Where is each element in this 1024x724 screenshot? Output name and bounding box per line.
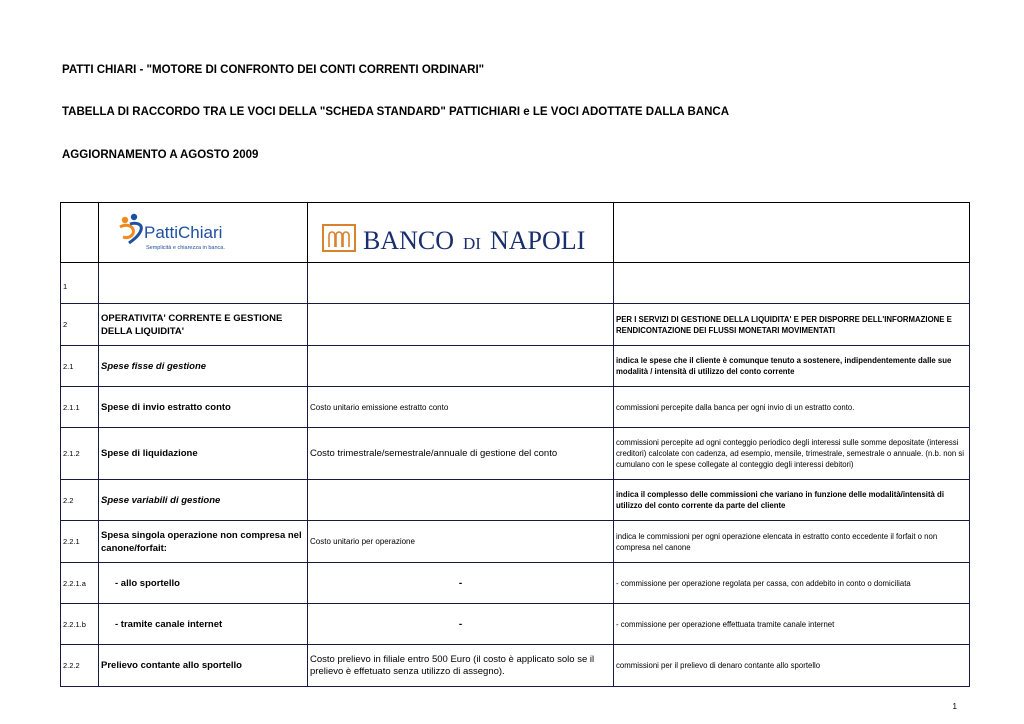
row-desc — [614, 263, 970, 304]
row-banca — [308, 304, 614, 346]
table-row — [61, 645, 970, 687]
banco-wordmark-2: DI — [463, 234, 481, 253]
table-row — [61, 480, 970, 521]
table-row — [61, 604, 970, 645]
row-voce: Prelievo contante allo sportello — [99, 645, 308, 687]
table-row — [61, 563, 970, 604]
row-banca — [308, 263, 614, 304]
pattichiari-logo-mark — [117, 213, 257, 257]
mapping-table — [60, 202, 970, 687]
logo-cell-empty — [61, 203, 99, 263]
row-code: 2.1.1 — [61, 387, 99, 428]
row-code: 2.1.2 — [61, 428, 99, 480]
table-row — [61, 521, 970, 563]
row-voce: OPERATIVITA' CORRENTE E GESTIONE DELLA LIQUIDITA' — [99, 304, 308, 346]
row-banca: Costo prelievo in filiale entro 500 Euro (il costo è applicato solo se il prelievo è effetuato senza utilizzo di assegno). — [308, 645, 614, 687]
row-desc: PER I SERVIZI DI GESTIONE DELLA LIQUIDITA' E PER DISPORRE DELL'INFORMAZIONE E RENDICONTAZIONE DEI FLUSSI MONETARI MOVIMENTATI — [614, 304, 970, 346]
row-banca: Costo unitario per operazione — [308, 521, 614, 563]
row-desc: commissioni per il prelievo di denaro contante allo sportello — [614, 645, 970, 687]
pattichiari-tagline: Semplicità e chiarezza in banca. — [146, 245, 225, 251]
row-desc: commissioni percepite dalla banca per ogni invio di un estratto conto. — [614, 387, 970, 428]
row-voce: - tramite canale internet — [99, 604, 308, 645]
row-code: 2.2 — [61, 480, 99, 521]
banco-di-napoli-logo — [308, 203, 614, 263]
row-voce: Spese fisse di gestione — [99, 346, 308, 387]
row-voce: Spese variabili di gestione — [99, 480, 308, 521]
banco-di-napoli-logo-mark — [318, 213, 608, 257]
banco-wordmark-1: BANCO — [363, 226, 455, 255]
row-banca — [308, 346, 614, 387]
pattichiari-logo — [99, 203, 308, 263]
table-row — [61, 387, 970, 428]
row-voce: - allo sportello — [99, 563, 308, 604]
row-code: 1 — [61, 263, 99, 304]
row-voce: Spesa singola operazione non compresa nel canone/forfait: — [99, 521, 308, 563]
table-row — [61, 346, 970, 387]
row-banca: - — [308, 563, 614, 604]
row-code: 2.2.1.b — [61, 604, 99, 645]
row-voce: Spese di invio estratto conto — [99, 387, 308, 428]
row-code: 2.2.1.a — [61, 563, 99, 604]
row-code: 2 — [61, 304, 99, 346]
page-number: 1 — [952, 702, 957, 711]
document-subtitle: TABELLA DI RACCORDO TRA LE VOCI DELLA "SCHEDA STANDARD" PATTICHIARI e LE VOCI ADOTTATE DALLA BANCA — [62, 106, 730, 118]
row-banca — [308, 480, 614, 521]
table-row — [61, 428, 970, 480]
row-desc: indica le spese che il cliente è comunque tenuto a sostenere, indipendentemente dalle sue modalità / intensità di utilizzo del conto corrente — [614, 346, 970, 387]
pattichiari-wordmark: PattiChiari — [144, 223, 223, 242]
row-banca: Costo unitario emissione estratto conto — [308, 387, 614, 428]
table-row — [61, 263, 970, 304]
row-banca: - — [308, 604, 614, 645]
row-desc: - commissione per operazione regolata per cassa, con addebito in conto o domiciliata — [614, 563, 970, 604]
banco-wordmark-3: NAPOLI — [490, 226, 586, 255]
table-row — [61, 304, 970, 346]
row-voce — [99, 263, 308, 304]
row-code: 2.2.2 — [61, 645, 99, 687]
update-date: AGGIORNAMENTO A AGOSTO 2009 — [62, 149, 259, 161]
row-voce: Spese di liquidazione — [99, 428, 308, 480]
logo-cell-empty-right — [614, 203, 970, 263]
row-desc: - commissione per operazione effettuata tramite canale internet — [614, 604, 970, 645]
row-desc: indica le commissioni per ogni operazione elencata in estratto conto eccedente il forfait o non compresa nel canone — [614, 521, 970, 563]
document-title: PATTI CHIARI - "MOTORE DI CONFRONTO DEI CONTI CORRENTI ORDINARI" — [62, 64, 485, 76]
row-desc: indica il complesso delle commissioni che variano in funzione delle modalità/intensità di utilizzo del conto corrente da parte del cliente — [614, 480, 970, 521]
row-code: 2.2.1 — [61, 521, 99, 563]
row-desc: commissioni percepite ad ogni conteggio periodico degli interessi sulle somme depositate (interessi creditori) calcolate con cadenza, ad esempio, mensile, trimestrale, semestrale o annuale. (n.b. non si cumulano con le spese collegate al conteggio degli interessi debitori) — [614, 428, 970, 480]
row-code: 2.1 — [61, 346, 99, 387]
row-banca: Costo trimestrale/semestrale/annuale di gestione del conto — [308, 428, 614, 480]
logo-row — [61, 203, 970, 263]
